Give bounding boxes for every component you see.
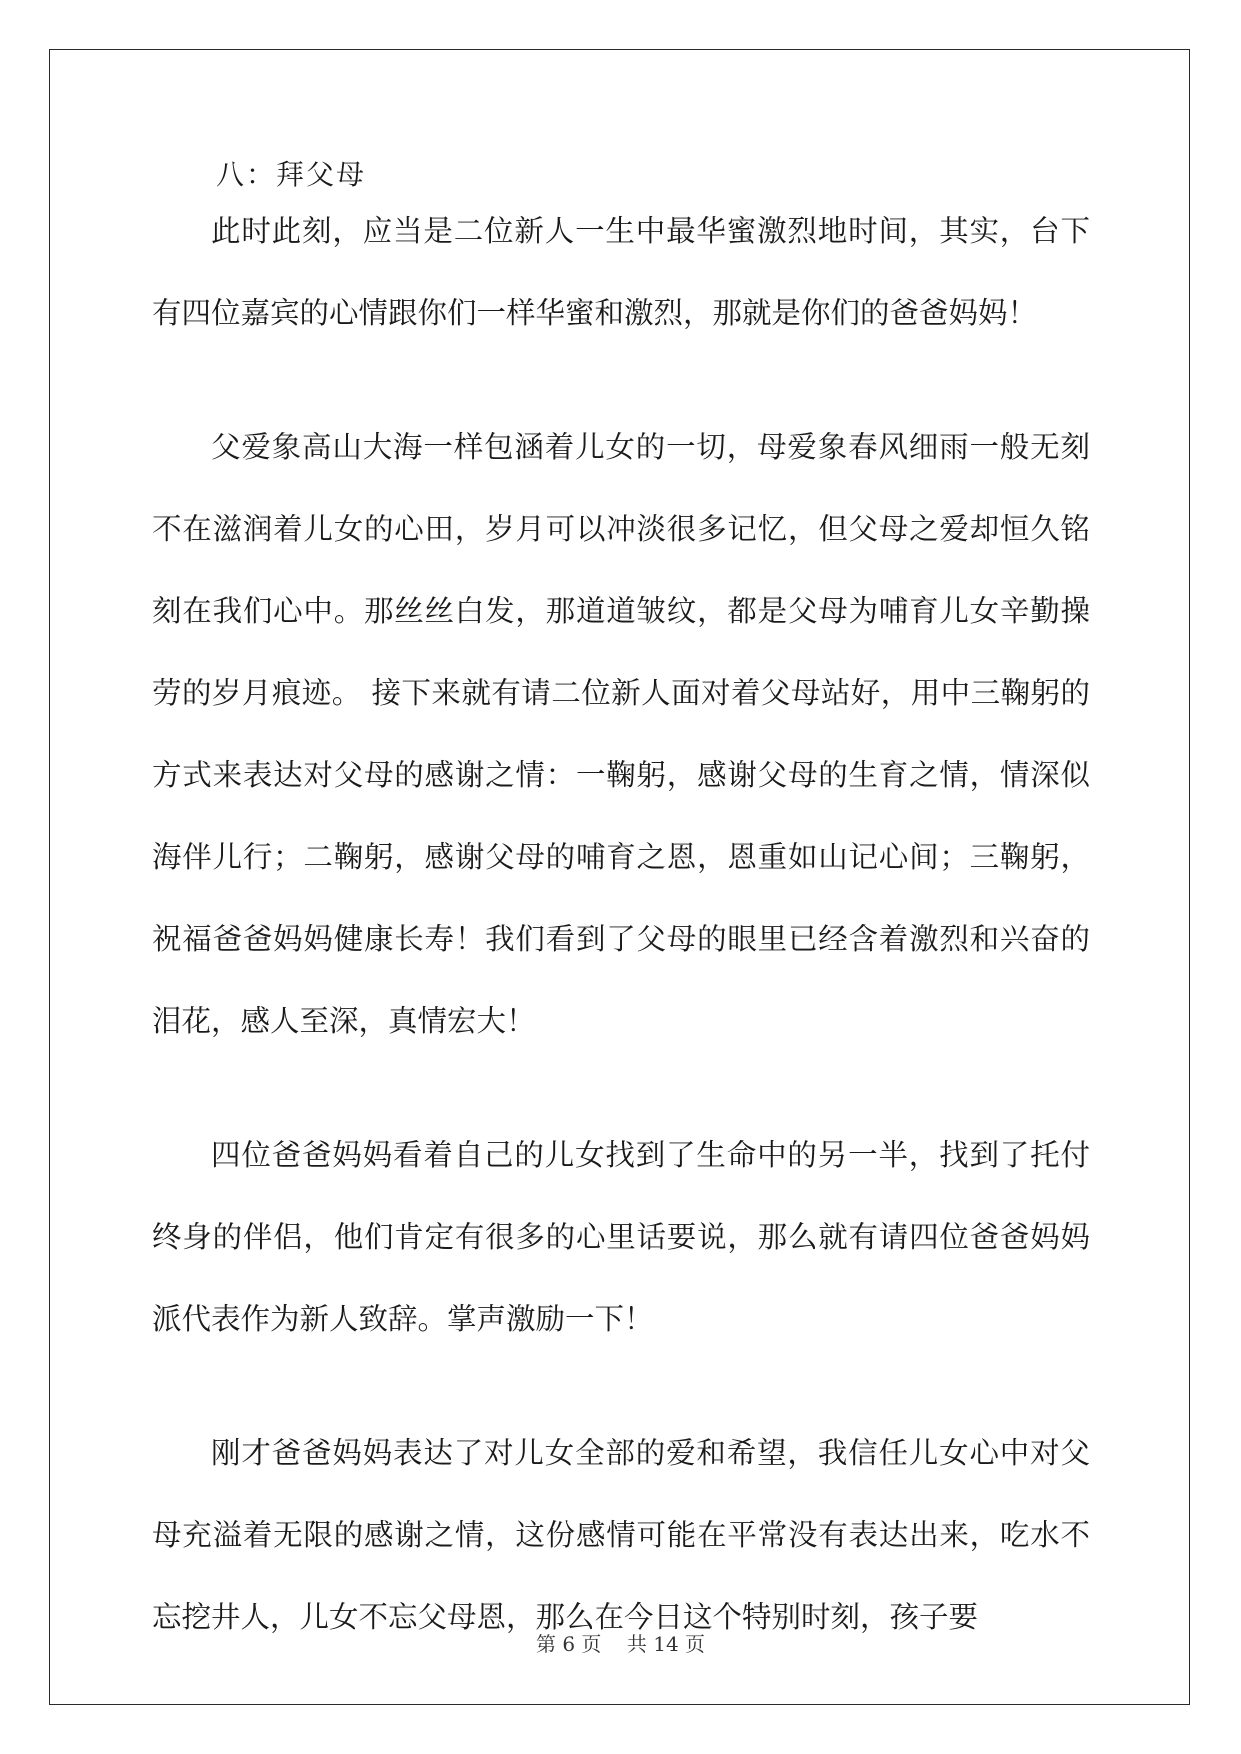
page-footer xyxy=(0,1628,1241,1657)
paragraph-4: 刚才爸爸妈妈表达了对儿女全部的爱和希望，我信任儿女心中对父母充溢着无限的感谢之情，这份感情可能在平常没有表达出来，吃水不忘挖井人，儿女不忘父母恩，那么在今日这个特别时刻，孩子要 xyxy=(152,1436,1090,1634)
section-heading: 八：拜父母 xyxy=(216,158,367,191)
page-total: 共 14 页 xyxy=(626,1632,706,1656)
paragraph-2: 父爱象高山大海一样包涵着儿女的一切，母爱象春风细雨一般无刻不在滋润着儿女的心田，岁月可以冲淡很多记忆，但父母之爱却恒久铭刻在我们心中。那丝丝白发，那道道皱纹，都是父母为哺育儿女辛勤操劳的岁月痕迹。 接下来就有请二位新人面对着父母站好，用中三鞠躬的方式来表达对父母的感谢之情：一鞠躬，感谢父母的生育之情，情深似海伴儿行；二鞠躬，感谢父母的哺育之恩，恩重如山记心间；三鞠躬，祝福爸爸妈妈健康长寿！我们看到了父母的眼里已经含着激烈和兴奋的泪花，感人至深，真情宏大！ xyxy=(152,430,1090,1038)
paragraph-1: 此时此刻，应当是二位新人一生中最华蜜激烈地时间，其实，台下有四位嘉宾的心情跟你们一样华蜜和激烈，那就是你们的爸爸妈妈！ xyxy=(152,214,1090,330)
document-body xyxy=(152,160,1090,1658)
page-number: 第 6 页 xyxy=(535,1632,602,1656)
paragraph-3: 四位爸爸妈妈看着自己的儿女找到了生命中的另一半，找到了托付终身的伴侣，他们肯定有很多的心里话要说，那么就有请四位爸爸妈妈派代表作为新人致辞。掌声激励一下！ xyxy=(152,1138,1090,1336)
